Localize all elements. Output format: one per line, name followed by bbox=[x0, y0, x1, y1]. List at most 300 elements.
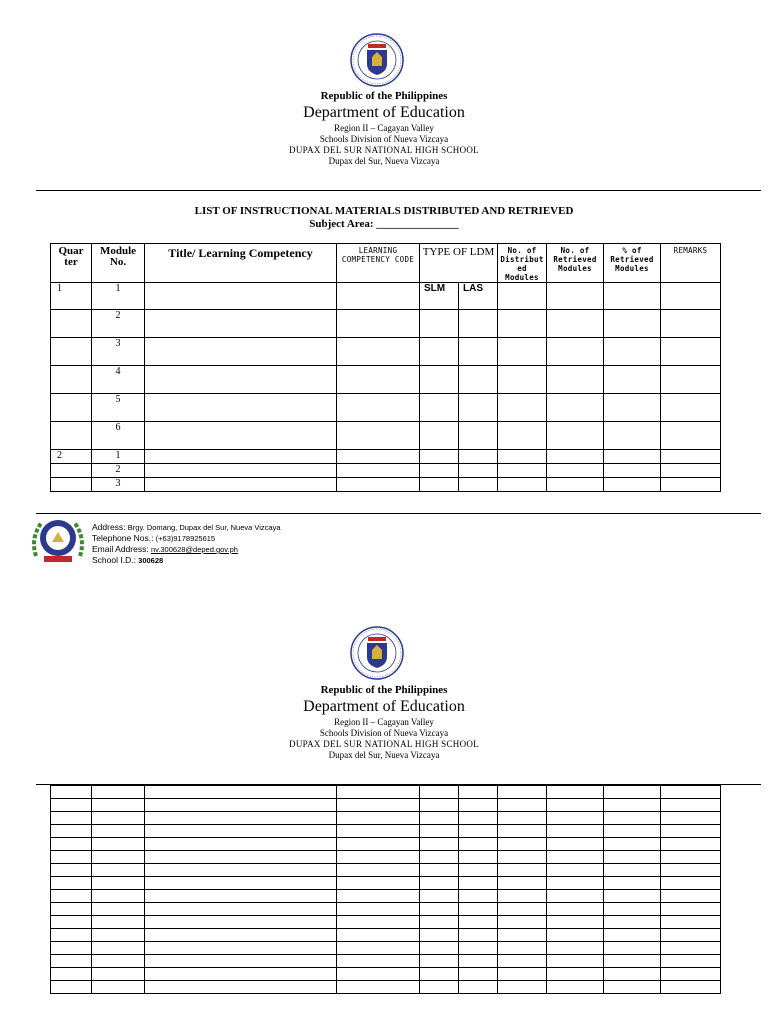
table-cell bbox=[420, 422, 459, 450]
table-cell bbox=[420, 838, 459, 851]
table-cell bbox=[661, 968, 721, 981]
table-cell bbox=[145, 838, 337, 851]
table-cell bbox=[498, 877, 547, 890]
continuation-body bbox=[51, 786, 721, 994]
table-cell bbox=[459, 825, 498, 838]
cell-quarter bbox=[51, 310, 92, 338]
cell-quarter bbox=[51, 394, 92, 422]
table-cell bbox=[92, 799, 145, 812]
table-cell bbox=[145, 366, 337, 394]
table-cell bbox=[459, 929, 498, 942]
table-cell bbox=[604, 877, 661, 890]
table-cell bbox=[337, 422, 420, 450]
table-cell bbox=[459, 422, 498, 450]
table-cell bbox=[145, 825, 337, 838]
table-cell bbox=[459, 968, 498, 981]
table-cell bbox=[547, 838, 604, 851]
table-cell bbox=[51, 786, 92, 799]
table-row bbox=[51, 450, 721, 464]
table-cell bbox=[420, 929, 459, 942]
table-cell bbox=[420, 877, 459, 890]
table-cell bbox=[145, 422, 337, 450]
table-cell bbox=[337, 864, 420, 877]
table-cell bbox=[145, 478, 337, 492]
table-cell bbox=[498, 464, 547, 478]
table-cell bbox=[661, 851, 721, 864]
table-cell bbox=[547, 812, 604, 825]
table-cell bbox=[661, 464, 721, 478]
table-row bbox=[51, 916, 721, 929]
table-cell bbox=[420, 478, 459, 492]
table-row bbox=[51, 422, 721, 450]
table-cell bbox=[661, 890, 721, 903]
table-cell bbox=[661, 450, 721, 464]
table-cell bbox=[604, 422, 661, 450]
table-cell bbox=[498, 338, 547, 366]
republic-line: Republic of the Philippines bbox=[320, 90, 448, 102]
table-cell bbox=[51, 799, 92, 812]
header-retrieved: No. of Retrieved Modules bbox=[547, 244, 604, 283]
table-cell bbox=[661, 825, 721, 838]
table-cell bbox=[498, 916, 547, 929]
table-cell bbox=[547, 825, 604, 838]
table-cell bbox=[51, 838, 92, 851]
table-row bbox=[51, 799, 721, 812]
table-row bbox=[51, 366, 721, 394]
table-cell bbox=[661, 422, 721, 450]
header-quarter: Quar ter bbox=[51, 244, 92, 283]
table-cell bbox=[661, 942, 721, 955]
table-cell bbox=[604, 450, 661, 464]
table-cell bbox=[498, 478, 547, 492]
table-cell bbox=[498, 890, 547, 903]
table-cell bbox=[547, 338, 604, 366]
table-cell bbox=[547, 786, 604, 799]
table-row bbox=[51, 478, 721, 492]
header-percent: % of Retrieved Modules bbox=[604, 244, 661, 283]
deped-seal-icon-page2 bbox=[350, 626, 404, 680]
subject-area: Subject Area: _______________ bbox=[309, 218, 459, 230]
table-cell bbox=[547, 903, 604, 916]
table-cell bbox=[459, 799, 498, 812]
table-cell bbox=[420, 310, 459, 338]
header-distributed: No. of Distribut ed Modules bbox=[498, 244, 547, 283]
table-row bbox=[51, 786, 721, 799]
table-cell bbox=[604, 786, 661, 799]
cell-quarter bbox=[51, 464, 92, 478]
table-cell bbox=[604, 464, 661, 478]
cell-quarter bbox=[51, 422, 92, 450]
table-cell bbox=[337, 955, 420, 968]
table-row bbox=[51, 903, 721, 916]
table-cell bbox=[498, 955, 547, 968]
table-cell bbox=[604, 864, 661, 877]
table-cell bbox=[145, 864, 337, 877]
table-cell bbox=[337, 283, 420, 310]
table-row bbox=[51, 825, 721, 838]
table-cell bbox=[547, 877, 604, 890]
page2-header bbox=[0, 684, 768, 761]
header-divider bbox=[36, 190, 761, 191]
table-cell bbox=[420, 903, 459, 916]
table-cell bbox=[604, 968, 661, 981]
table-cell bbox=[145, 310, 337, 338]
table-row bbox=[51, 981, 721, 994]
school-line: DUPAX DEL SUR NATIONAL HIGH SCHOOL bbox=[289, 145, 479, 155]
cell-module: 1 bbox=[92, 450, 145, 464]
address-line: Dupax del Sur, Nueva Vizcaya bbox=[328, 156, 440, 166]
table-cell bbox=[498, 310, 547, 338]
table-row bbox=[51, 338, 721, 366]
table-row bbox=[51, 310, 721, 338]
table-row bbox=[51, 394, 721, 422]
table-cell bbox=[459, 851, 498, 864]
footer-address: Address: Brgy. Domang, Dupax del Sur, Nueva Vizcaya bbox=[92, 522, 281, 532]
title-text: LIST OF INSTRUCTIONAL MATERIALS DISTRIBUTED AND RETRIEVED bbox=[194, 205, 574, 217]
table-row bbox=[51, 877, 721, 890]
cell-module: 4 bbox=[92, 366, 145, 394]
table-cell bbox=[547, 955, 604, 968]
table-cell bbox=[92, 825, 145, 838]
continuation-table bbox=[50, 785, 721, 994]
table-cell bbox=[51, 864, 92, 877]
table-cell bbox=[145, 799, 337, 812]
table-cell bbox=[498, 968, 547, 981]
table-body bbox=[51, 283, 721, 492]
table-cell bbox=[661, 955, 721, 968]
table-cell bbox=[420, 338, 459, 366]
cell-quarter: 1 bbox=[51, 283, 92, 310]
table-cell bbox=[420, 968, 459, 981]
table-cell bbox=[420, 464, 459, 478]
table-cell bbox=[337, 338, 420, 366]
table-cell bbox=[51, 812, 92, 825]
table-cell bbox=[498, 283, 547, 310]
table-cell bbox=[604, 903, 661, 916]
table-row bbox=[51, 955, 721, 968]
table-cell bbox=[92, 929, 145, 942]
table-cell bbox=[604, 283, 661, 310]
table-cell bbox=[145, 464, 337, 478]
header-title: Title/ Learning Competency bbox=[145, 244, 337, 283]
table-cell bbox=[145, 955, 337, 968]
table-cell bbox=[92, 968, 145, 981]
table-cell bbox=[337, 366, 420, 394]
table-cell bbox=[498, 366, 547, 394]
table-cell bbox=[459, 890, 498, 903]
school-line-p2: DUPAX DEL SUR NATIONAL HIGH SCHOOL bbox=[289, 739, 479, 749]
table-cell bbox=[498, 799, 547, 812]
document-title bbox=[0, 205, 768, 231]
cell-module: 2 bbox=[92, 310, 145, 338]
table-cell bbox=[459, 864, 498, 877]
table-cell bbox=[498, 422, 547, 450]
table-cell bbox=[145, 981, 337, 994]
table-cell bbox=[604, 851, 661, 864]
table-cell bbox=[459, 903, 498, 916]
table-cell bbox=[420, 394, 459, 422]
department-line: Department of Education bbox=[303, 104, 465, 121]
table-cell bbox=[459, 786, 498, 799]
table-cell bbox=[337, 942, 420, 955]
header-ldm: TYPE OF LDM bbox=[420, 244, 498, 283]
table-cell bbox=[547, 464, 604, 478]
table-cell bbox=[459, 812, 498, 825]
table-cell bbox=[420, 799, 459, 812]
table-cell bbox=[661, 903, 721, 916]
table-cell bbox=[604, 799, 661, 812]
deped-seal-icon bbox=[350, 33, 404, 87]
table-cell bbox=[420, 825, 459, 838]
table-cell bbox=[547, 916, 604, 929]
table-cell bbox=[459, 916, 498, 929]
table-cell bbox=[51, 916, 92, 929]
table-cell bbox=[661, 981, 721, 994]
table-cell bbox=[420, 851, 459, 864]
table-row bbox=[51, 812, 721, 825]
cell-module: 3 bbox=[92, 478, 145, 492]
table-cell bbox=[420, 366, 459, 394]
table-cell bbox=[51, 981, 92, 994]
table-cell bbox=[92, 851, 145, 864]
cell-module: 2 bbox=[92, 464, 145, 478]
table-cell bbox=[145, 450, 337, 464]
table-cell bbox=[604, 838, 661, 851]
table-cell bbox=[420, 786, 459, 799]
contact-footer bbox=[92, 522, 281, 566]
table-cell bbox=[459, 394, 498, 422]
table-cell bbox=[498, 786, 547, 799]
republic-line-p2: Republic of the Philippines bbox=[320, 684, 448, 696]
table-cell bbox=[420, 942, 459, 955]
table-cell bbox=[661, 283, 721, 310]
table-cell bbox=[92, 877, 145, 890]
table-cell bbox=[661, 478, 721, 492]
table-cell bbox=[51, 890, 92, 903]
table-cell bbox=[92, 812, 145, 825]
table-cell bbox=[547, 450, 604, 464]
footer-email: Email Address: nv.300628@deped.gov.ph bbox=[92, 544, 238, 554]
header-code: LEARNING COMPETENCY CODE bbox=[337, 244, 420, 283]
table-cell bbox=[92, 903, 145, 916]
header-row bbox=[51, 244, 721, 283]
table-cell bbox=[337, 450, 420, 464]
table-cell bbox=[498, 981, 547, 994]
table-cell bbox=[459, 877, 498, 890]
table-cell bbox=[337, 890, 420, 903]
table-cell bbox=[459, 450, 498, 464]
table-row bbox=[51, 890, 721, 903]
table-cell bbox=[420, 864, 459, 877]
table-cell bbox=[92, 864, 145, 877]
table-cell bbox=[51, 968, 92, 981]
table-cell bbox=[145, 968, 337, 981]
cell-module: 6 bbox=[92, 422, 145, 450]
header-remarks: REMARKS bbox=[661, 244, 721, 283]
table-row bbox=[51, 942, 721, 955]
table-cell bbox=[604, 825, 661, 838]
table-cell bbox=[145, 812, 337, 825]
division-line: Schools Division of Nueva Vizcaya bbox=[319, 134, 449, 144]
table-cell bbox=[661, 310, 721, 338]
cell-quarter bbox=[51, 366, 92, 394]
page1-header bbox=[0, 90, 768, 167]
table-cell bbox=[547, 799, 604, 812]
table-cell bbox=[420, 812, 459, 825]
table-cell bbox=[459, 464, 498, 478]
table-cell bbox=[420, 890, 459, 903]
table-cell bbox=[337, 394, 420, 422]
table-cell bbox=[51, 955, 92, 968]
table-cell bbox=[459, 478, 498, 492]
table-cell bbox=[604, 812, 661, 825]
table-cell bbox=[51, 929, 92, 942]
table-cell bbox=[661, 394, 721, 422]
cell-module: 1 bbox=[92, 283, 145, 310]
table-cell bbox=[337, 825, 420, 838]
table-cell bbox=[51, 825, 92, 838]
table-cell bbox=[604, 890, 661, 903]
region-line-p2: Region II – Cagayan Valley bbox=[334, 717, 434, 727]
cell-quarter bbox=[51, 338, 92, 366]
table-cell bbox=[604, 338, 661, 366]
table-cell bbox=[459, 981, 498, 994]
table-cell bbox=[604, 942, 661, 955]
table-cell bbox=[337, 786, 420, 799]
table-cell bbox=[661, 366, 721, 394]
table-cell bbox=[459, 366, 498, 394]
subheader-slm: SLM bbox=[420, 283, 459, 310]
table-cell bbox=[51, 903, 92, 916]
table-cell bbox=[661, 864, 721, 877]
table-cell bbox=[498, 864, 547, 877]
table-cell bbox=[459, 942, 498, 955]
subheader-las: LAS bbox=[459, 283, 498, 310]
table-row bbox=[51, 283, 721, 310]
table-cell bbox=[661, 812, 721, 825]
table-cell bbox=[604, 366, 661, 394]
table-cell bbox=[498, 450, 547, 464]
table-cell bbox=[604, 310, 661, 338]
cell-module: 5 bbox=[92, 394, 145, 422]
table-cell bbox=[459, 838, 498, 851]
table-cell bbox=[547, 890, 604, 903]
email-link[interactable]: nv.300628@deped.gov.ph bbox=[150, 545, 238, 554]
cell-quarter bbox=[51, 478, 92, 492]
table-cell bbox=[604, 916, 661, 929]
table-cell bbox=[337, 981, 420, 994]
table-cell bbox=[498, 851, 547, 864]
table-cell bbox=[498, 838, 547, 851]
table-cell bbox=[51, 877, 92, 890]
table-cell bbox=[337, 877, 420, 890]
division-line-p2: Schools Division of Nueva Vizcaya bbox=[319, 728, 449, 738]
table-cell bbox=[547, 929, 604, 942]
table-cell bbox=[145, 851, 337, 864]
table-cell bbox=[337, 916, 420, 929]
table-cell bbox=[547, 310, 604, 338]
table-cell bbox=[337, 464, 420, 478]
table-cell bbox=[145, 890, 337, 903]
table-cell bbox=[420, 981, 459, 994]
table-cell bbox=[604, 955, 661, 968]
table-cell bbox=[92, 890, 145, 903]
table-cell bbox=[145, 942, 337, 955]
table-cell bbox=[661, 786, 721, 799]
table-cell bbox=[51, 851, 92, 864]
table-cell bbox=[145, 929, 337, 942]
table-cell bbox=[337, 929, 420, 942]
region-line: Region II – Cagayan Valley bbox=[334, 123, 434, 133]
table-cell bbox=[604, 981, 661, 994]
table-cell bbox=[661, 877, 721, 890]
table-row bbox=[51, 851, 721, 864]
table-row bbox=[51, 464, 721, 478]
table-cell bbox=[145, 916, 337, 929]
table-cell bbox=[661, 338, 721, 366]
table-cell bbox=[420, 450, 459, 464]
table-cell bbox=[337, 310, 420, 338]
table-cell bbox=[547, 478, 604, 492]
table-cell bbox=[459, 955, 498, 968]
table-cell bbox=[498, 929, 547, 942]
table-cell bbox=[92, 981, 145, 994]
table-cell bbox=[604, 929, 661, 942]
table-cell bbox=[547, 864, 604, 877]
table-cell bbox=[604, 394, 661, 422]
table-cell bbox=[337, 478, 420, 492]
table-cell bbox=[92, 942, 145, 955]
table-cell bbox=[547, 283, 604, 310]
table-cell bbox=[145, 283, 337, 310]
table-cell bbox=[145, 903, 337, 916]
table-row bbox=[51, 864, 721, 877]
table-cell bbox=[661, 799, 721, 812]
table-cell bbox=[145, 877, 337, 890]
table-cell bbox=[547, 851, 604, 864]
table-cell bbox=[547, 968, 604, 981]
table-cell bbox=[604, 478, 661, 492]
table-cell bbox=[661, 838, 721, 851]
department-line-p2: Department of Education bbox=[303, 698, 465, 715]
table-cell bbox=[459, 338, 498, 366]
table-cell bbox=[498, 825, 547, 838]
table-cell bbox=[420, 955, 459, 968]
table-cell bbox=[547, 366, 604, 394]
table-cell bbox=[547, 394, 604, 422]
table-cell bbox=[547, 942, 604, 955]
cell-module: 3 bbox=[92, 338, 145, 366]
footer-school-id: School I.D.: 300628 bbox=[92, 555, 164, 565]
table-cell bbox=[498, 812, 547, 825]
table-cell bbox=[337, 838, 420, 851]
table-cell bbox=[547, 422, 604, 450]
school-logo-icon bbox=[30, 512, 86, 568]
header-module: Module No. bbox=[92, 244, 145, 283]
table-row bbox=[51, 968, 721, 981]
table-cell bbox=[92, 955, 145, 968]
table-cell bbox=[92, 838, 145, 851]
cell-quarter: 2 bbox=[51, 450, 92, 464]
table-cell bbox=[661, 929, 721, 942]
table-row bbox=[51, 838, 721, 851]
table-cell bbox=[337, 812, 420, 825]
table-row bbox=[51, 929, 721, 942]
table-cell bbox=[92, 916, 145, 929]
table-cell bbox=[498, 394, 547, 422]
table-cell bbox=[337, 903, 420, 916]
table-cell bbox=[661, 916, 721, 929]
